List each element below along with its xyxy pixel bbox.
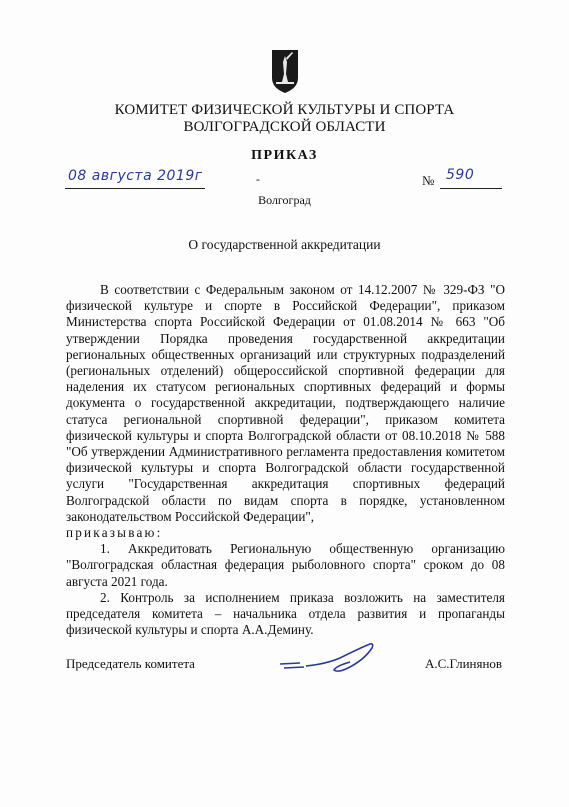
signer-name: А.С.Глинянов (425, 656, 503, 671)
document-type-title: ПРИКАЗ (251, 148, 318, 163)
number-label: № (422, 173, 435, 188)
org-name-line1: КОМИТЕТ ФИЗИЧЕСКОЙ КУЛЬТУРЫ И СПОРТА (114, 102, 455, 118)
preamble-paragraph: В соответствии с Федеральным законом от 14.12.2007 № 329-ФЗ "О физической культуре и спорте в Российской Федерации", приказом Министерства спорта Российской Федерации от 01.08.2014 № 663 "Об утверждении Порядка проведения государственной аккредитации региональных общественных организаций или структурных подразделений (региональных отделений) общероссийской спортивной федерации для наделения их статусом региональных спортивных федераций и формы документа о государственной аккредитации, подтверждающего наличие статуса региональной спортивной федерации", приказом комитета физической культуры и спорта Волгоградской области от 08.10.2018 № 588 "Об утверждении Административного регламента предоставления комитетом физической культуры и спорта Волгоградской области государственной услуги "Государственная аккредитация спортивных федераций Волгоградской области по видам спорта в порядке, установленном законодательством Российской Федерации", (66, 282, 505, 524)
handwritten-date: 08 августа 2019г (68, 168, 203, 184)
order-word: приказываю: (66, 525, 163, 541)
volgograd-emblem-icon (270, 48, 300, 94)
order-body (66, 282, 505, 638)
city-name: Волгоград (258, 193, 311, 207)
signer-role: Председатель комитета (66, 656, 195, 671)
org-name-line2: ВОЛГОГРАДСКОЙ ОБЛАСТИ (183, 119, 386, 135)
order-item-2: 2. Контроль за исполнением приказа возложить на заместителя председателя комитета – начальника отдела развития и пропаганды физической культуры и спорта А.А.Демину. (66, 589, 505, 638)
order-item-1: 1. Аккредитовать Региональную общественную организацию "Волгоградская областная федерация рыболовного спорта" сроком до 08 августа 2021 года. (66, 541, 505, 589)
handwritten-signature-icon (278, 640, 378, 676)
date-dash: - (256, 172, 260, 186)
order-subject: О государственной аккредитации (188, 237, 381, 252)
handwritten-number: 590 (446, 167, 475, 183)
